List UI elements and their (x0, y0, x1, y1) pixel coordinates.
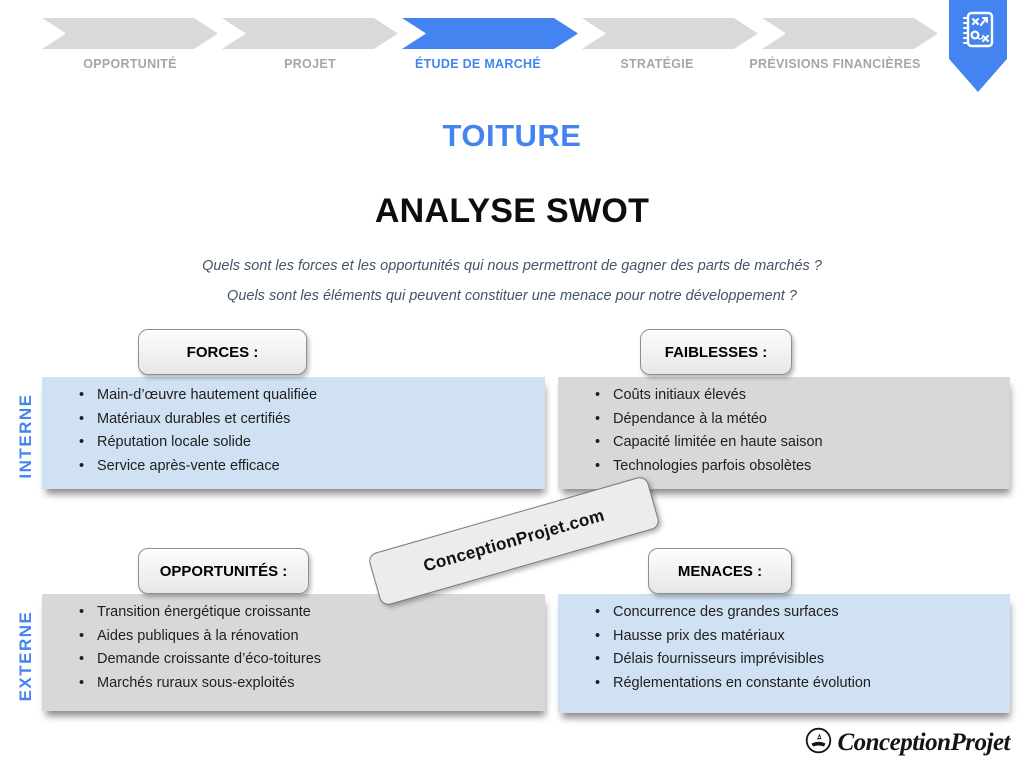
step-label-projet[interactable]: PROJET (284, 57, 336, 71)
faiblesses-panel (558, 377, 1010, 489)
list-item: • Capacité limitée en haute saison (558, 431, 1006, 455)
step-label-opportunite[interactable]: OPPORTUNITÉ (83, 57, 177, 71)
list-item: • Dépendance à la météo (558, 408, 1006, 432)
brand-logo-icon (805, 727, 832, 759)
step-chevron-strategie[interactable] (582, 18, 758, 49)
step-label-etude-de-marche[interactable]: ÉTUDE DE MARCHÉ (414, 57, 542, 71)
list-item: • Réputation locale solide (42, 431, 541, 455)
list-item: • Délais fournisseurs imprévisibles (558, 648, 1006, 672)
list-item: • Demande croissante d’éco-toitures (42, 648, 541, 672)
slide-title: ANALYSE SWOT (374, 192, 650, 230)
forces-header: FORCES : (138, 329, 307, 375)
guiding-question-2: Quels sont les éléments qui peuvent constituer une menace pour notre développement ? (227, 288, 797, 304)
step-chevron-opportunite[interactable] (42, 18, 218, 49)
list-item: • Main-d’œuvre hautement qualifiée (42, 384, 541, 408)
step-chevron-previsions[interactable] (762, 18, 938, 49)
bookmark-ribbon (949, 0, 1007, 92)
list-item: • Coûts initiaux élevés (558, 384, 1006, 408)
step-chevron-projet[interactable] (222, 18, 398, 49)
menaces-list (558, 594, 1010, 695)
footer-brand (805, 727, 1010, 759)
opportunites-header: OPPORTUNITÉS : (138, 548, 309, 594)
menaces-panel (558, 594, 1010, 713)
faiblesses-header: FAIBLESSES : (640, 329, 792, 375)
opportunites-panel (42, 594, 545, 711)
list-item: • Concurrence des grandes surfaces (558, 601, 1006, 625)
list-item: • Technologies parfois obsolètes (558, 455, 1006, 479)
forces-panel (42, 377, 545, 489)
forces-list (42, 377, 545, 478)
watermark-badge: ConceptionProjet.com (367, 475, 661, 607)
list-item: • Service après-vente efficace (42, 455, 541, 479)
list-item: • Matériaux durables et certifiés (42, 408, 541, 432)
list-item: • Hausse prix des matériaux (558, 625, 1006, 649)
list-item: • Aides publiques à la rénovation (42, 625, 541, 649)
step-chevron-etude-de-marche[interactable] (402, 18, 578, 49)
menaces-header: MENACES : (648, 548, 792, 594)
guiding-question-1: Quels sont les forces et les opportunités qui nous permettront de gagner des parts de marchés ? (202, 258, 822, 274)
opportunites-list (42, 594, 545, 695)
strategy-playbook-icon (960, 0, 996, 92)
step-label-previsions[interactable]: PRÉVISIONS FINANCIÈRES (749, 57, 921, 71)
axis-label-interne: INTERNE (16, 393, 35, 479)
brand-logo-text: ConceptionProjet (837, 729, 1010, 756)
list-item: • Marchés ruraux sous-exploités (42, 672, 541, 696)
list-item: • Transition énergétique croissante (42, 601, 541, 625)
faiblesses-list (558, 377, 1010, 478)
axis-label-externe: EXTERNE (16, 610, 35, 702)
step-label-strategie[interactable]: STRATÉGIE (620, 57, 694, 71)
list-item: • Réglementations en constante évolution (558, 672, 1006, 696)
project-title: TOITURE (442, 118, 582, 153)
